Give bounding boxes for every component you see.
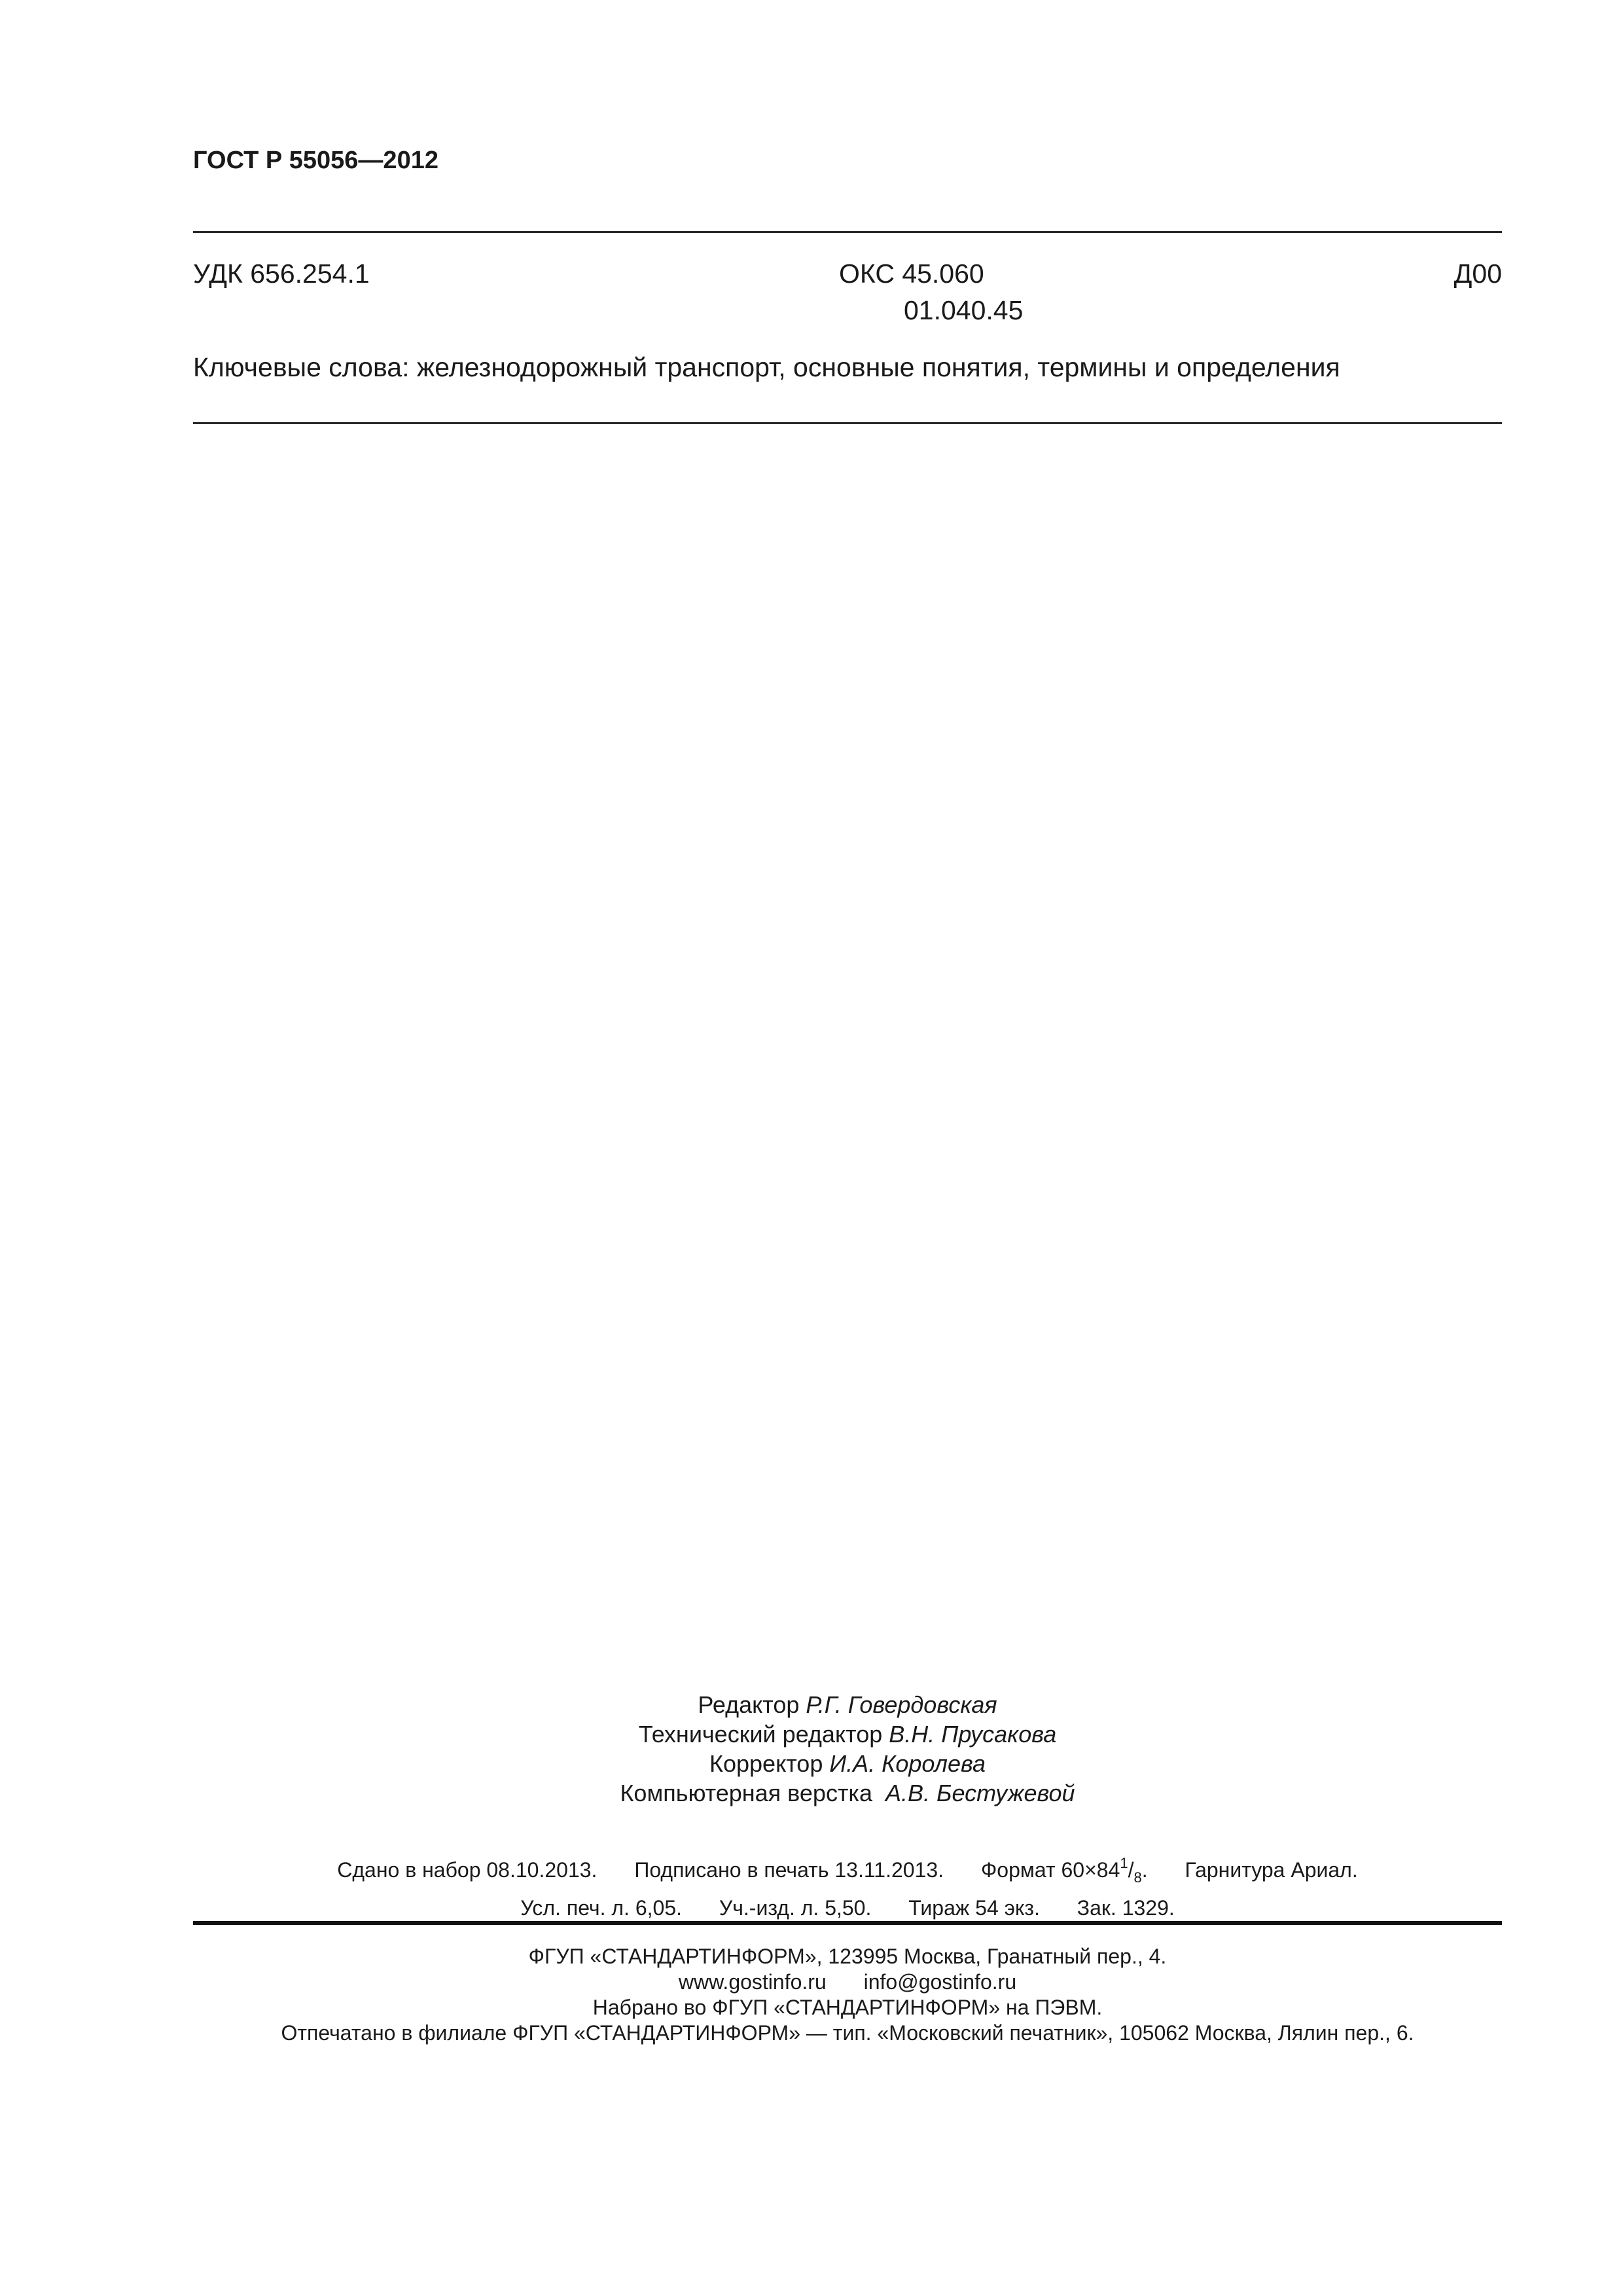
imprint-pub-sheets: Уч.-изд. л. 5,50. xyxy=(719,1896,872,1920)
credit-role: Технический редактор xyxy=(638,1721,883,1748)
imprint-submitted: Сдано в набор 08.10.2013. xyxy=(337,1858,597,1882)
oks-code-primary: ОКС 45.060 xyxy=(839,259,984,289)
credit-editor xyxy=(0,1690,1623,1719)
publisher-printed: Отпечатано в филиале ФГУП «СТАНДАРТИНФОРМ» — тип. «Московский печатник», 105062 Москва, Лялин пер., 6. xyxy=(281,2021,1414,2045)
credit-role: Компьютерная верстка xyxy=(620,1780,872,1806)
keywords-divider xyxy=(193,422,1502,424)
imprint-order: Зак. 1329. xyxy=(1077,1896,1175,1920)
publisher-website[interactable]: www.gostinfo.ru xyxy=(678,1970,827,1994)
oks-codes xyxy=(839,255,1023,329)
imprint-typeface: Гарнитура Ариал. xyxy=(1185,1858,1358,1882)
publisher-address: ФГУП «СТАНДАРТИНФОРМ», 123995 Москва, Гранатный пер., 4. xyxy=(528,1945,1167,1968)
credit-role: Редактор xyxy=(698,1691,800,1718)
oks-code-secondary: 01.040.45 xyxy=(904,295,1024,325)
publisher-contacts xyxy=(0,1969,1623,1995)
credit-name: И.А. Королева xyxy=(829,1750,986,1777)
publisher-block xyxy=(0,1944,1623,2046)
imprint-block xyxy=(0,1848,1623,1923)
imprint-line-1 xyxy=(0,1848,1623,1893)
credit-proofreader xyxy=(0,1749,1623,1778)
publisher-typeset: Набрано во ФГУП «СТАНДАРТИНФОРМ» на ПЭВМ. xyxy=(592,1996,1103,2019)
keywords: Ключевые слова: железнодорожный транспорт, основные понятия, термины и определения xyxy=(193,352,1340,382)
imprint-print-sheets: Усл. печ. л. 6,05. xyxy=(520,1896,682,1920)
credit-role: Корректор xyxy=(709,1750,823,1777)
udc-code: УДК 656.254.1 xyxy=(193,259,370,289)
credit-name: Р.Г. Говердовская xyxy=(806,1691,997,1718)
credit-name: В.Н. Прусакова xyxy=(889,1721,1057,1748)
imprint-format: Формат $60\times 84^1/_8$. xyxy=(980,1855,1148,1886)
imprint-line-2 xyxy=(0,1893,1623,1923)
imprint-circulation: Тираж 54 экз. xyxy=(908,1896,1040,1920)
classification-code: Д00 xyxy=(1454,259,1502,289)
publisher-email[interactable]: info@gostinfo.ru xyxy=(863,1970,1017,1994)
imprint-signed: Подписано в печать 13.11.2013. xyxy=(634,1858,944,1882)
imprint-divider xyxy=(193,1921,1502,1925)
credit-name: А.В. Бестужевой xyxy=(885,1780,1075,1806)
document-title: ГОСТ Р 55056—2012 xyxy=(193,147,438,174)
top-divider xyxy=(193,231,1502,233)
credit-layout xyxy=(0,1778,1623,1808)
credits-block xyxy=(0,1690,1623,1808)
credit-tech-editor xyxy=(0,1719,1623,1749)
